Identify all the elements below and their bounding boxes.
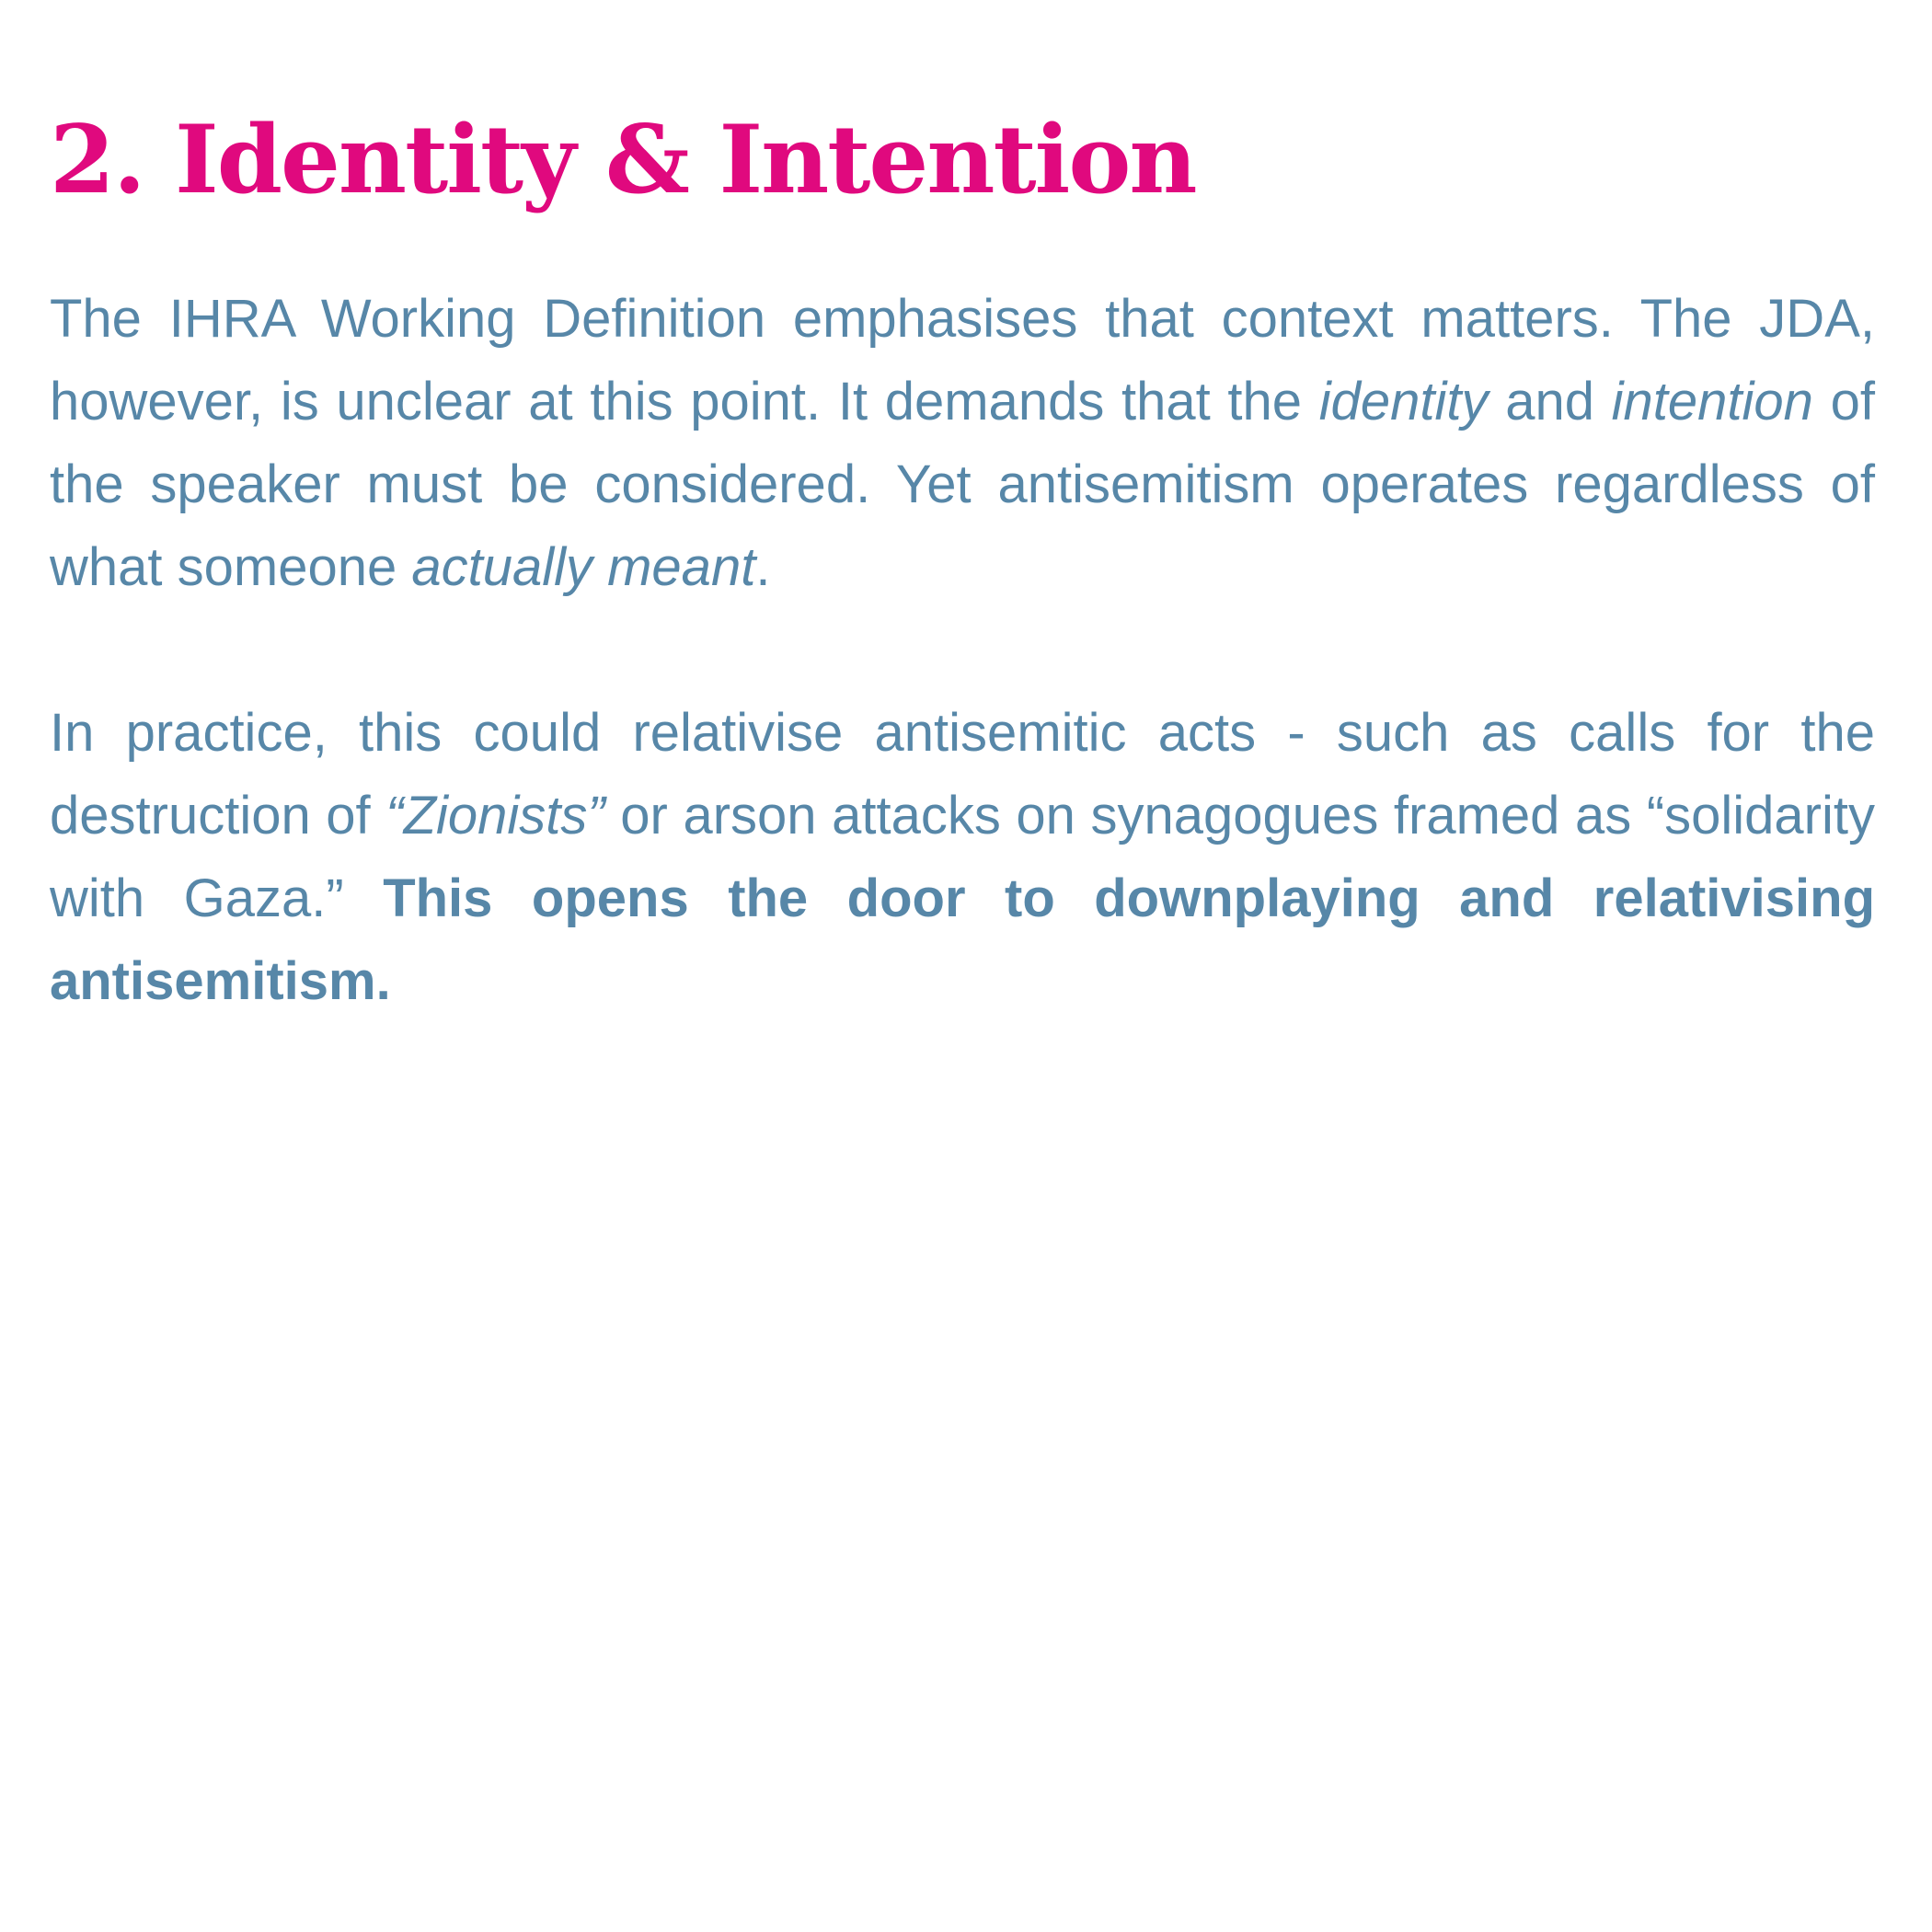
emphasis-actually-meant: actually meant: [411, 537, 756, 598]
text-run: of the speaker must be considered. Yet antisemitism operates regardless of what someone: [50, 372, 1875, 598]
text-run: and: [1488, 372, 1612, 432]
text-run: or arson attacks on synagogues framed as “solidarity with Gaza.”: [50, 786, 1875, 929]
emphasis-identity: identity: [1318, 372, 1489, 432]
content-area: [50, 105, 1875, 1023]
text-run: The IHRA Working Definition emphasises that context matters. The JDA, however, is unclear at this point. It demands that the: [50, 289, 1875, 432]
bold-conclusion: This opens the door to downplaying and relativising antisemitism.: [50, 868, 1875, 1012]
section-heading: 2. Identity & Intention: [50, 105, 1196, 215]
paragraph-practice: [50, 692, 1875, 1023]
emphasis-zionists: “Zionists”: [385, 786, 605, 846]
text-run: In practice, this could relativise antisemitic acts - such as calls for the destruction of: [50, 703, 1875, 846]
text-run: .: [755, 537, 771, 598]
emphasis-intention: intention: [1611, 372, 1813, 432]
paragraph-context: [50, 278, 1875, 609]
